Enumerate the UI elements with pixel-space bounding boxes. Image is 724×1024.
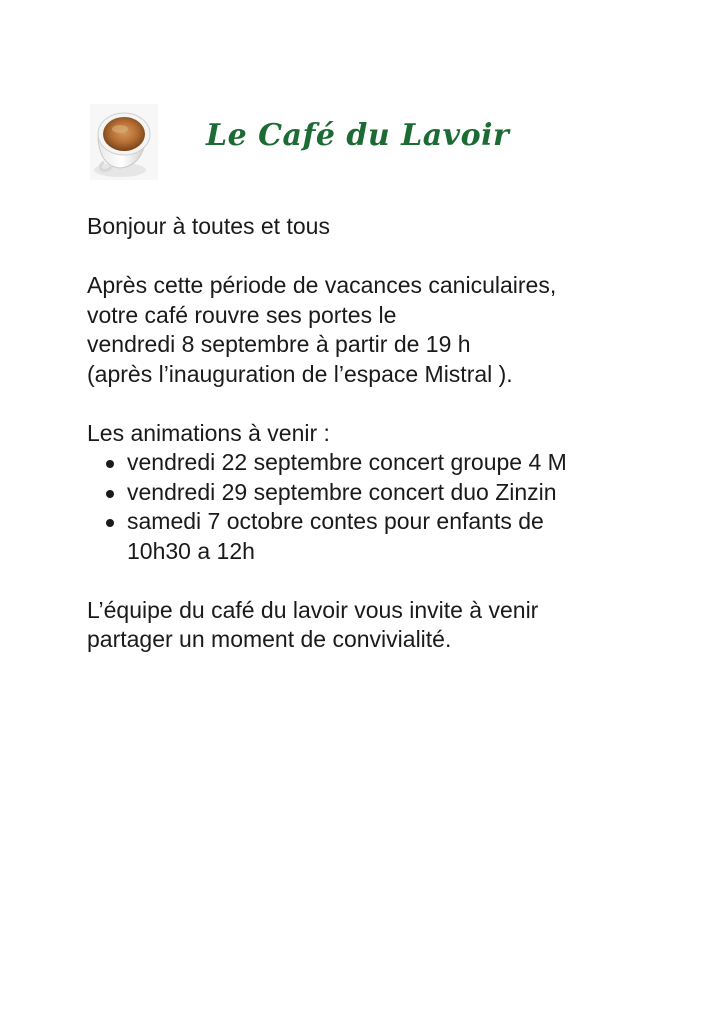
event-text: vendredi 29 septembre concert duo Zinzin: [127, 478, 557, 505]
event-item: [87, 507, 587, 566]
bullet-icon: [106, 460, 114, 468]
reopening-line: votre café rouvre ses portes le: [87, 301, 397, 328]
event-item: [87, 448, 687, 478]
coffee-cup-icon: [90, 104, 158, 180]
announcement-body: [87, 212, 687, 655]
event-text: vendredi 22 septembre concert groupe 4 M: [127, 449, 567, 475]
events-list: [87, 448, 687, 566]
cafe-title: Le Café du Lavoir: [206, 118, 510, 153]
event-text: samedi 7 octobre contes pour enfants de 10h30 a 12h: [127, 508, 544, 564]
reopening-line: (après l’inauguration de l’espace Mistral ).: [87, 360, 513, 387]
closing-line: L’équipe du café du lavoir vous invite à venir: [87, 596, 539, 623]
greeting: Bonjour à toutes et tous: [87, 213, 330, 239]
bullet-icon: [106, 519, 114, 527]
reopening-line: vendredi 8 septembre à partir de 19 h: [87, 331, 471, 357]
bullet-icon: [106, 490, 114, 498]
closing-line: partager un moment de convivialité.: [87, 626, 452, 652]
event-item: [87, 478, 687, 508]
reopening-line: Après cette période de vacances caniculaires,: [87, 272, 557, 298]
events-heading: Les animations à venir :: [87, 419, 330, 446]
